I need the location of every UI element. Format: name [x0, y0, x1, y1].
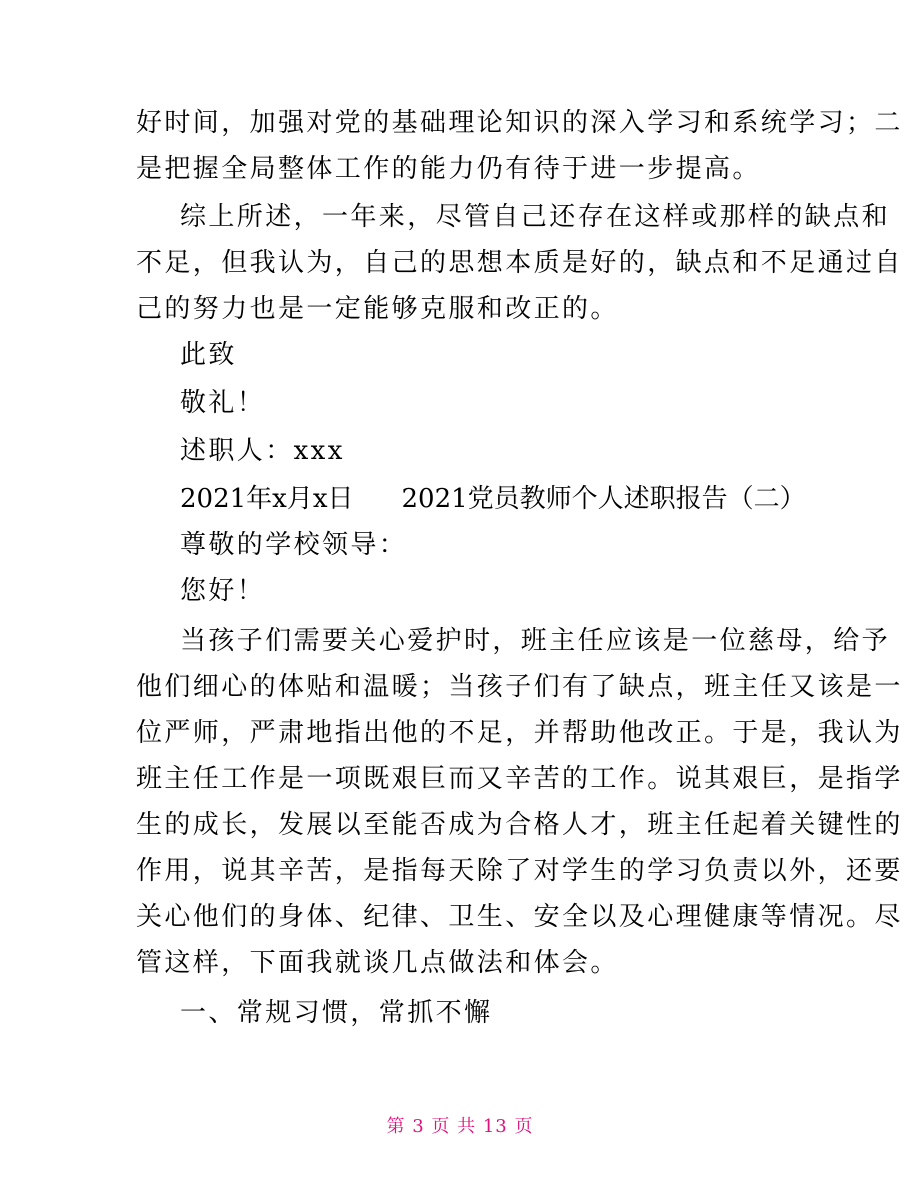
paragraph-line: 不足，但我认为，自己的思想本质是好的，缺点和不足通过自 [136, 248, 903, 278]
paragraph-line: 关心他们的身体、纪律、卫生、安全以及心理健康等情况。尽 [136, 902, 903, 932]
paragraph-line: 班主任工作是一项既艰巨而又辛苦的工作。说其艰巨，是指学 [136, 764, 903, 794]
signature-line: 述职人：xxx [180, 436, 345, 466]
paragraph-line: 好时间，加强对党的基础理论知识的深入学习和系统学习；二 [136, 108, 903, 138]
greeting-recipient: 尊敬的学校领导： [180, 530, 408, 560]
paragraph-line: 己的努力也是一定能够克服和改正的。 [136, 294, 619, 324]
paragraph-line: 生的成长，发展以至能否成为合格人才，班主任起着关键性的 [136, 810, 903, 840]
paragraph-line: 是把握全局整体工作的能力仍有待于进一步提高。 [136, 154, 761, 184]
paragraph-line: 综上所述，一年来，尽管自己还存在这样或那样的缺点和 [180, 202, 891, 232]
salutation-line: 敬礼！ [180, 388, 266, 418]
page-number-footer: 第 3 页 共 13 页 [386, 1116, 534, 1137]
paragraph-line: 他们细心的体贴和温暖；当孩子们有了缺点，班主任又该是一 [136, 672, 903, 702]
paragraph-line: 管这样，下面我就谈几点做法和体会。 [136, 948, 619, 978]
date-text: 2021年x月x日 [180, 484, 354, 514]
section-heading: 一、常规习惯，常抓不懈 [180, 998, 493, 1028]
report-title: 2021党员教师个人述职报告（二） [401, 484, 806, 514]
paragraph-line: 作用，说其辛苦，是指每天除了对学生的学习负责以外，还要 [136, 856, 903, 886]
greeting-line: 您好！ [180, 576, 266, 606]
paragraph-line: 当孩子们需要关心爱护时，班主任应该是一位慈母，给予 [180, 626, 891, 656]
paragraph-line: 位严师，严肃地指出他的不足，并帮助他改正。于是，我认为 [136, 718, 903, 748]
date-and-title-line [180, 484, 830, 514]
closing-line: 此致 [180, 340, 237, 370]
